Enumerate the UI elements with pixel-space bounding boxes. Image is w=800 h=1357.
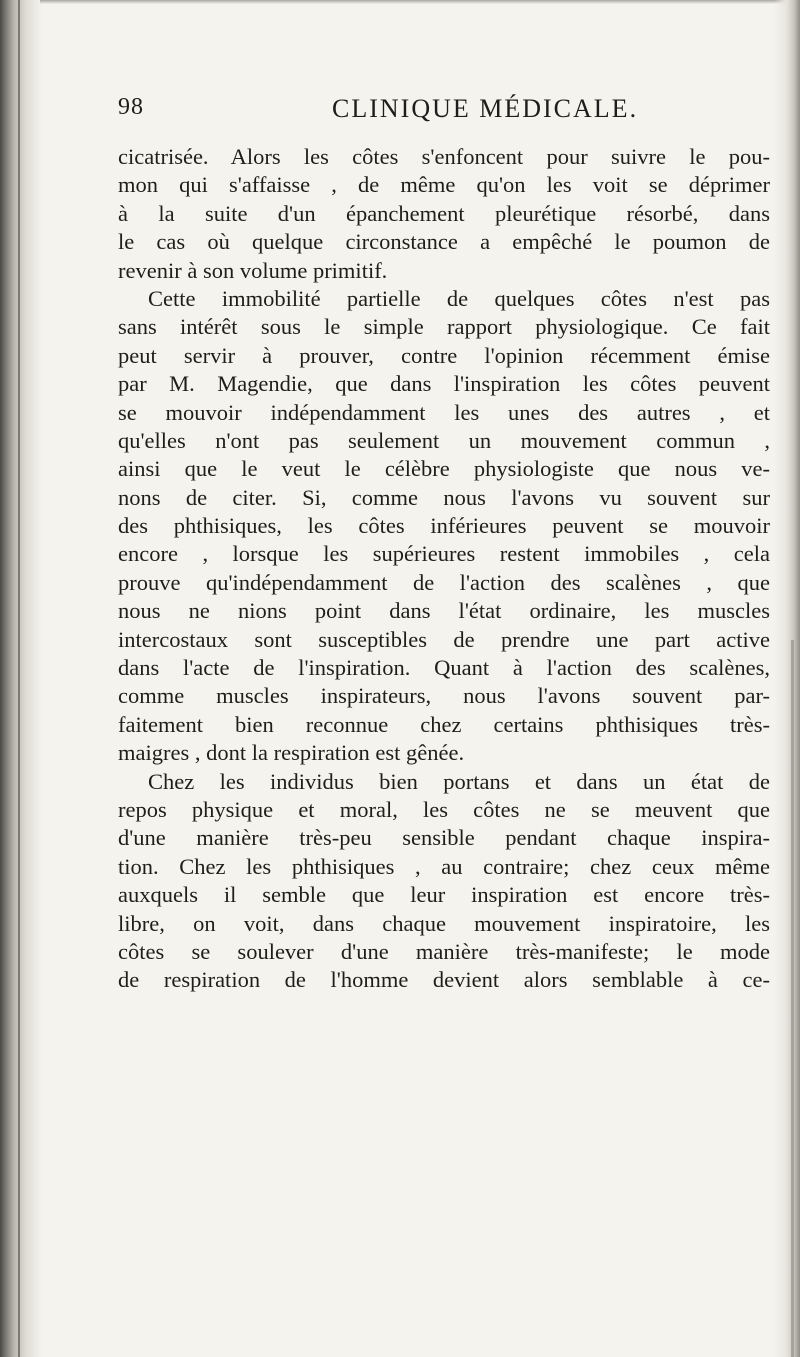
binding-shadow: [0, 0, 42, 1357]
text-line: dans l'acte de l'inspiration. Quant à l'action des scalènes,: [118, 655, 770, 681]
text-line: faitement bien reconnue chez certains phthisiques très-: [118, 711, 770, 737]
text-line: tion. Chez les phthisiques , au contraire; chez ceux même: [118, 853, 770, 879]
text-line: libre, on voit, dans chaque mouvement inspiratoire, les: [118, 910, 770, 936]
right-edge-shadow: [791, 640, 794, 1357]
right-page-edge: [774, 0, 800, 1357]
text-line: de respiration de l'homme devient alors semblable à ce-: [118, 967, 770, 993]
text-line: à la suite d'un épanchement pleurétique résorbé, dans: [118, 200, 770, 226]
text-line: intercostaux sont susceptibles de prendre une part active: [118, 626, 770, 652]
text-line: comme muscles inspirateurs, nous l'avons souvent par-: [118, 683, 770, 709]
text-line: peut servir à prouver, contre l'opinion récemment émise: [118, 342, 770, 368]
text-line: le cas où quelque circonstance a empêché le poumon de: [118, 229, 770, 255]
running-title: CLINIQUE MÉDICALE.: [332, 94, 639, 123]
text-line: prouve qu'indépendamment de l'action des scalènes , que: [118, 569, 770, 595]
top-page-edge: [40, 0, 800, 4]
text-line: ainsi que le veut le célèbre physiologiste que nous ve-: [118, 456, 770, 482]
binding-edge: [18, 0, 20, 1357]
text-line: sans intérêt sous le simple rapport physiologique. Ce fait: [118, 314, 770, 340]
text-line: auxquels il semble que leur inspiration est encore très-: [118, 882, 770, 908]
text-line: revenir à son volume primitif.: [118, 257, 388, 283]
text-line: qu'elles n'ont pas seulement un mouvement commun ,: [118, 427, 770, 453]
text-line: Chez les individus bien portans et dans un état de: [148, 768, 770, 794]
text-line: des phthisiques, les côtes inférieures peuvent se mouvoir: [118, 513, 770, 539]
page-number: 98: [118, 94, 144, 120]
text-line: côtes se soulever d'une manière très-manifeste; le mode: [118, 938, 770, 964]
text-line: repos physique et moral, les côtes ne se meuvent que: [118, 796, 770, 822]
text-line: par M. Magendie, que dans l'inspiration les côtes peuvent: [118, 371, 770, 397]
page-header: [118, 94, 768, 134]
text-line: d'une manière très-peu sensible pendant chaque inspira-: [118, 825, 770, 851]
text-line: se mouvoir indépendamment les unes des autres , et: [118, 399, 770, 425]
text-line: nons de citer. Si, comme nous l'avons vu souvent sur: [118, 484, 770, 510]
text-line: cicatrisée. Alors les côtes s'enfoncent pour suivre le pou-: [118, 144, 770, 169]
text-line: mon qui s'affaisse , de même qu'on les voit se déprimer: [118, 172, 770, 198]
body-text: [118, 143, 770, 995]
text-line: maigres , dont la respiration est gênée.: [118, 740, 465, 766]
text-line: encore , lorsque les supérieures restent immobiles , cela: [118, 541, 770, 567]
text-line: nous ne nions point dans l'état ordinaire, les muscles: [118, 598, 770, 624]
text-line: Cette immobilité partielle de quelques côtes n'est pas: [148, 285, 770, 311]
